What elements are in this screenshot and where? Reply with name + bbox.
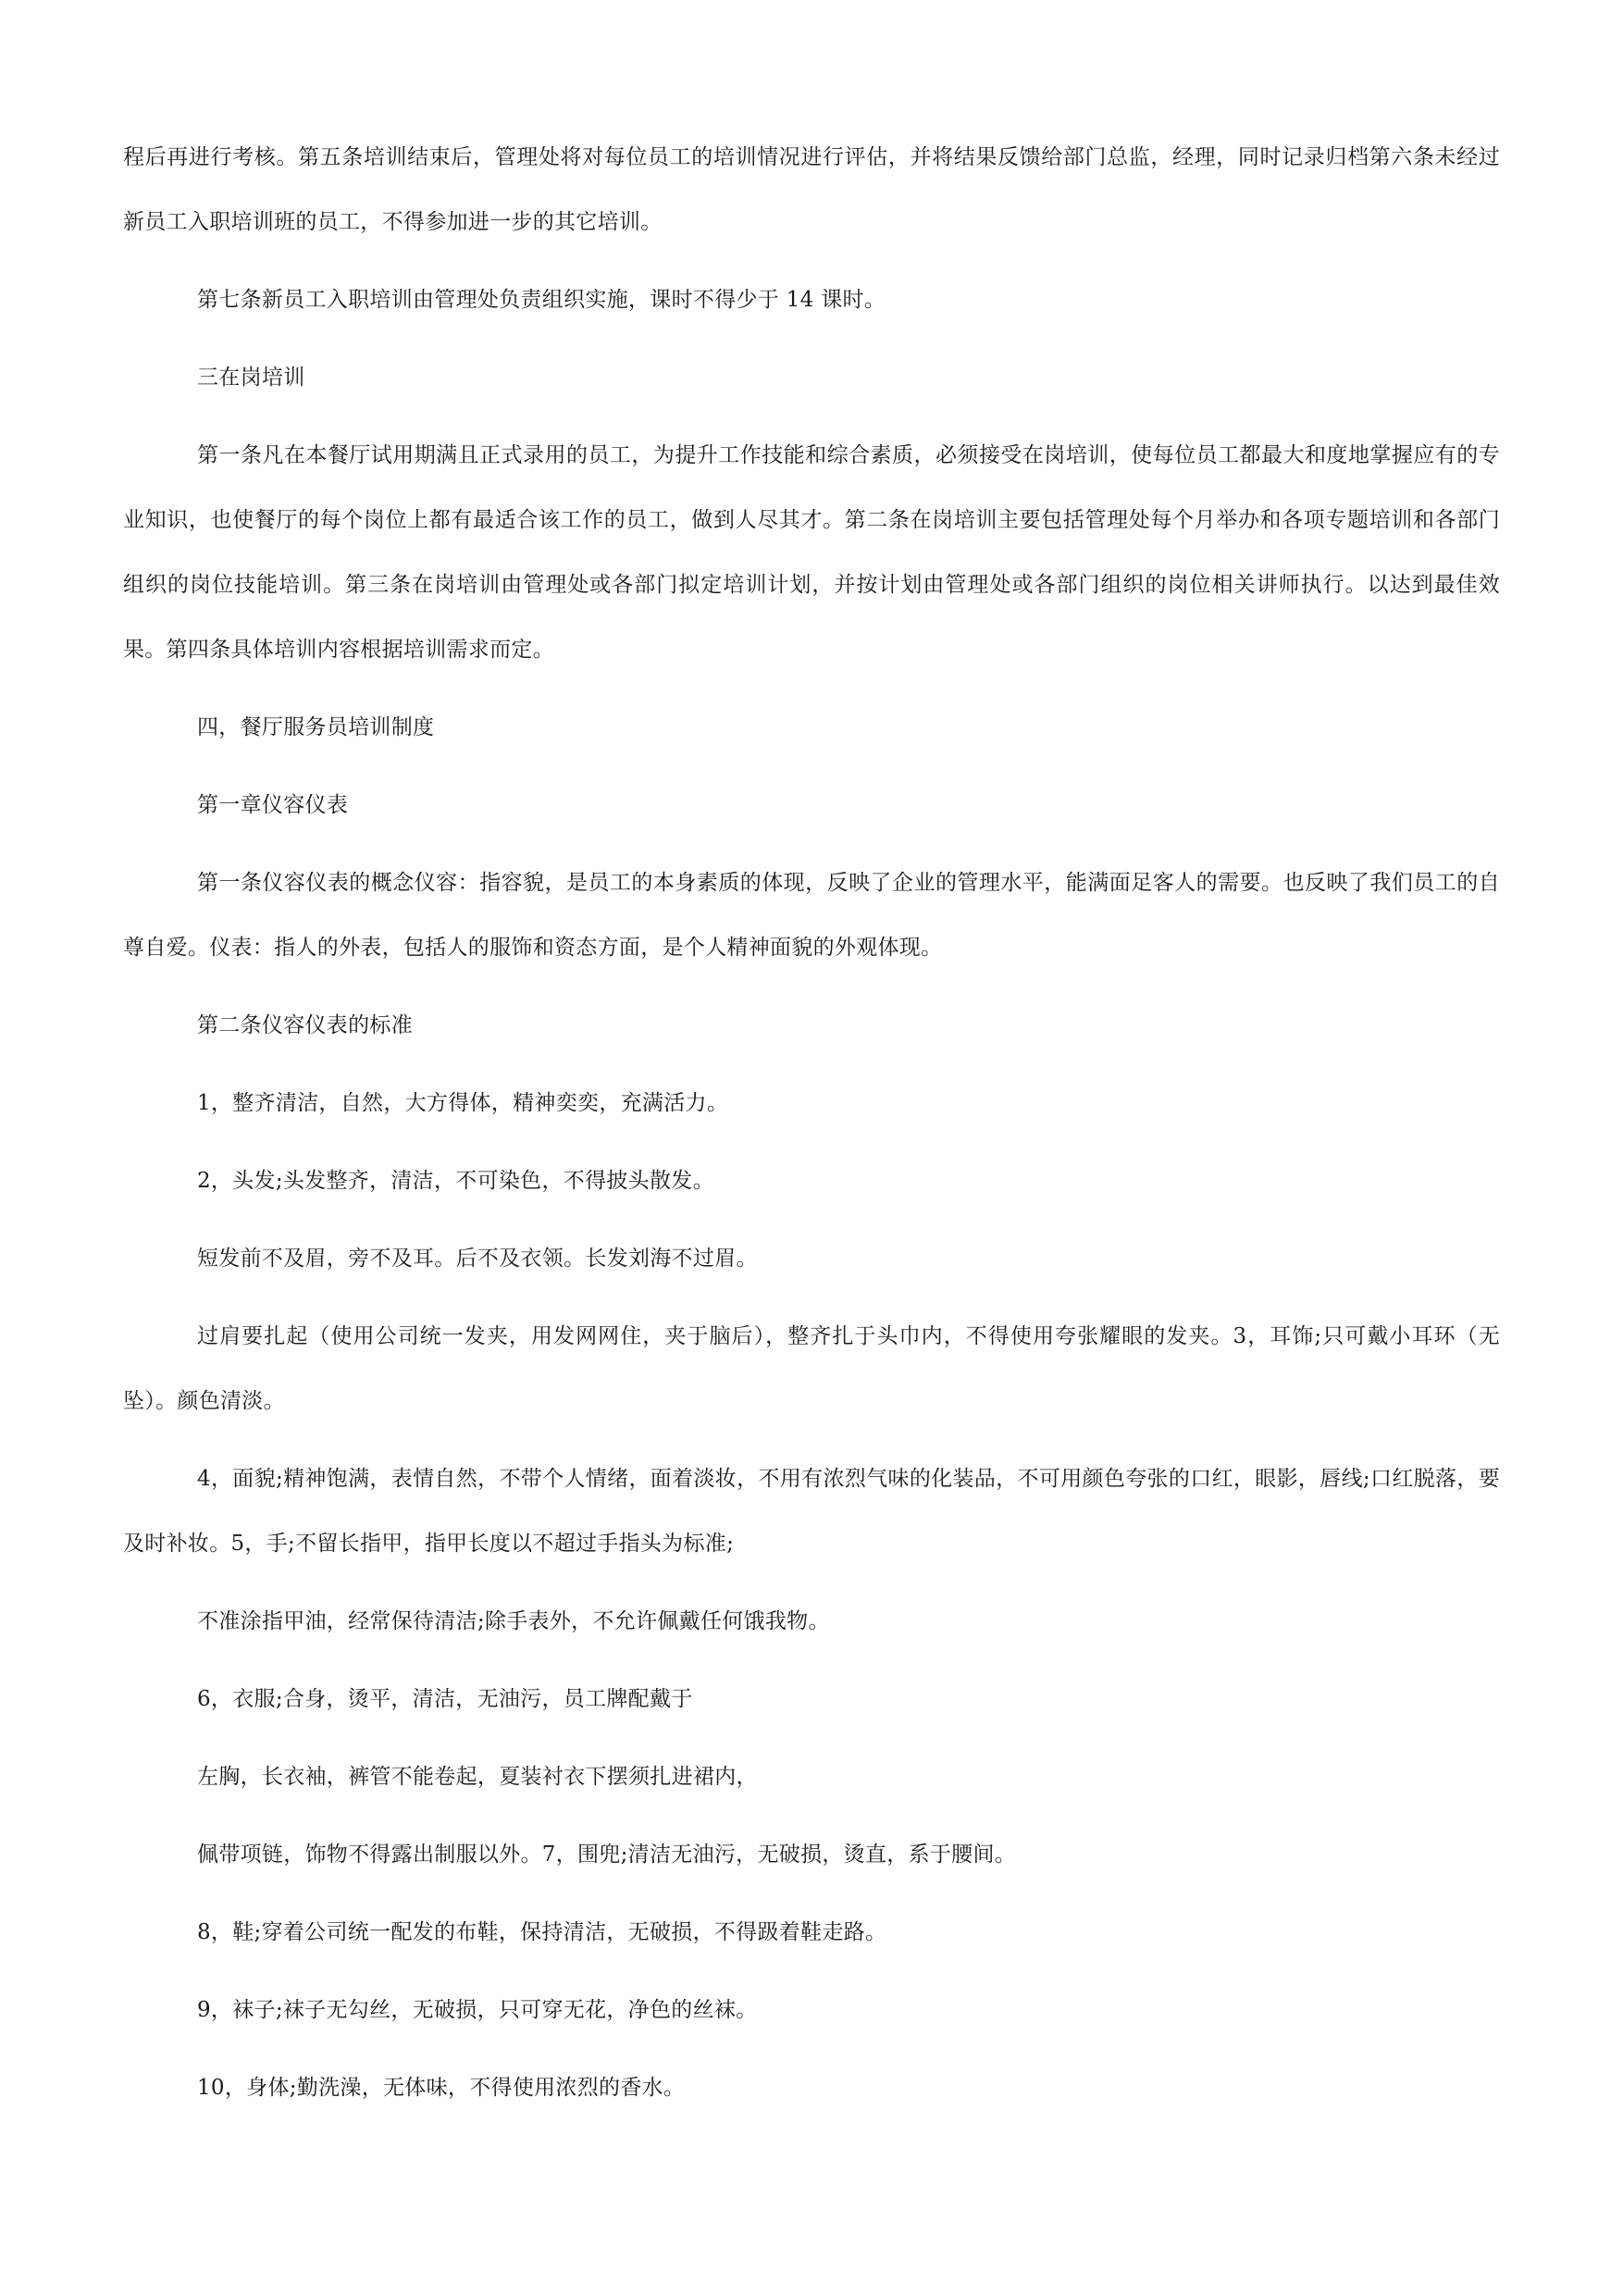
section-heading-waiter-training: 四，餐厅服务员培训制度 [197, 715, 435, 739]
list-item-2-hair: 2，头发;头发整齐，清洁，不可染色，不得披头散发。 [197, 1169, 714, 1193]
list-item-9-socks: 9，袜子;袜子无勾丝，无破损，只可穿无花，净色的丝袜。 [197, 1998, 758, 2022]
document-body [123, 125, 1500, 2133]
paragraph-continuation: 程后再进行考核。第五条培训结束后，管理处将对每位员工的培训情况进行评估，并将结果反馈给部门总监，经理，同时记录归档第六条未经过新员工入职培训班的员工，不得参加进一步的其它培训。 [123, 145, 1500, 234]
paragraph-article-7: 第七条新员工入职培训由管理处负责组织实施，课时不得少于 14 课时。 [197, 288, 886, 312]
list-item-8-shoes: 8，鞋;穿着公司统一配发的布鞋，保持清洁，无破损，不得趿着鞋走路。 [197, 1920, 887, 1944]
paragraph-onjob-training-articles: 第一条凡在本餐厅试用期满且正式录用的员工，为提升工作技能和综合素质，必须接受在岗培训，使每位员工都最大和度地掌握应有的专业知识，也使餐厅的每个岗位上都有最适合该工作的员工，做到人尽其才。第二条在岗培训主要包括管理处每个月举办和各项专题培训和各部门组织的岗位技能培训。第三条在岗培训由管理处或各部门拟定培训计划，并按计划由管理处或各部门组织的岗位相关讲师执行。以达到最佳效果。第四条具体培训内容根据培训需求而定。 [123, 443, 1500, 662]
paragraph-appearance-standard-heading: 第二条仪容仪表的标准 [197, 1013, 413, 1037]
list-item-10-body: 10，身体;勤洗澡，无体味，不得使用浓烈的香水。 [197, 2076, 686, 2100]
paragraph-necklace-apron: 佩带项链，饰物不得露出制服以外。7，围兜;清洁无油污，无破损，烫直，系于腰间。 [197, 1843, 1017, 1867]
list-item-4-face-5-hands: 4，面貌;精神饱满，表情自然，不带个人情绪，面着淡妆，不用有浓烈气味的化装品，不可用颜色夸张的口红，眼影，唇线;口红脱落，要及时补妆。5，手;不留长指甲，指甲长度以不超过手指头为标准; [123, 1467, 1500, 1556]
list-item-6-clothes: 6，衣服;合身，烫平，清洁，无油污，员工牌配戴于 [197, 1687, 693, 1711]
paragraph-short-hair: 短发前不及眉，旁不及耳。后不及衣领。长发刘海不过眉。 [197, 1247, 758, 1271]
section-heading-onjob-training: 三在岗培训 [197, 366, 305, 390]
paragraph-appearance-concept: 第一条仪容仪表的概念仪容：指容貌，是员工的本身素质的体现，反映了企业的管理水平，能满面足客人的需要。也反映了我们员工的自尊自爱。仪表：指人的外表，包括人的服饰和资态方面，是个人精神面貌的外观体现。 [123, 871, 1500, 960]
paragraph-long-hair-earrings: 过肩要扎起（使用公司统一发夹，用发网网住，夹于脑后），整齐扎于头巾内，不得使用夸张耀眼的发夹。3，耳饰;只可戴小耳环（无坠）。颜色清淡。 [123, 1324, 1500, 1413]
paragraph-left-chest: 左胸，长衣袖，裤管不能卷起，夏装衬衣下摆须扎进裙内， [197, 1765, 758, 1789]
chapter-heading-appearance: 第一章仪容仪表 [197, 793, 349, 817]
list-item-1: 1，整齐清洁，自然，大方得体，精神奕奕，充满活力。 [197, 1091, 729, 1115]
paragraph-nail-polish: 不准涂指甲油，经常保待清洁;除手表外，不允许佩戴任何饿我物。 [197, 1609, 830, 1633]
